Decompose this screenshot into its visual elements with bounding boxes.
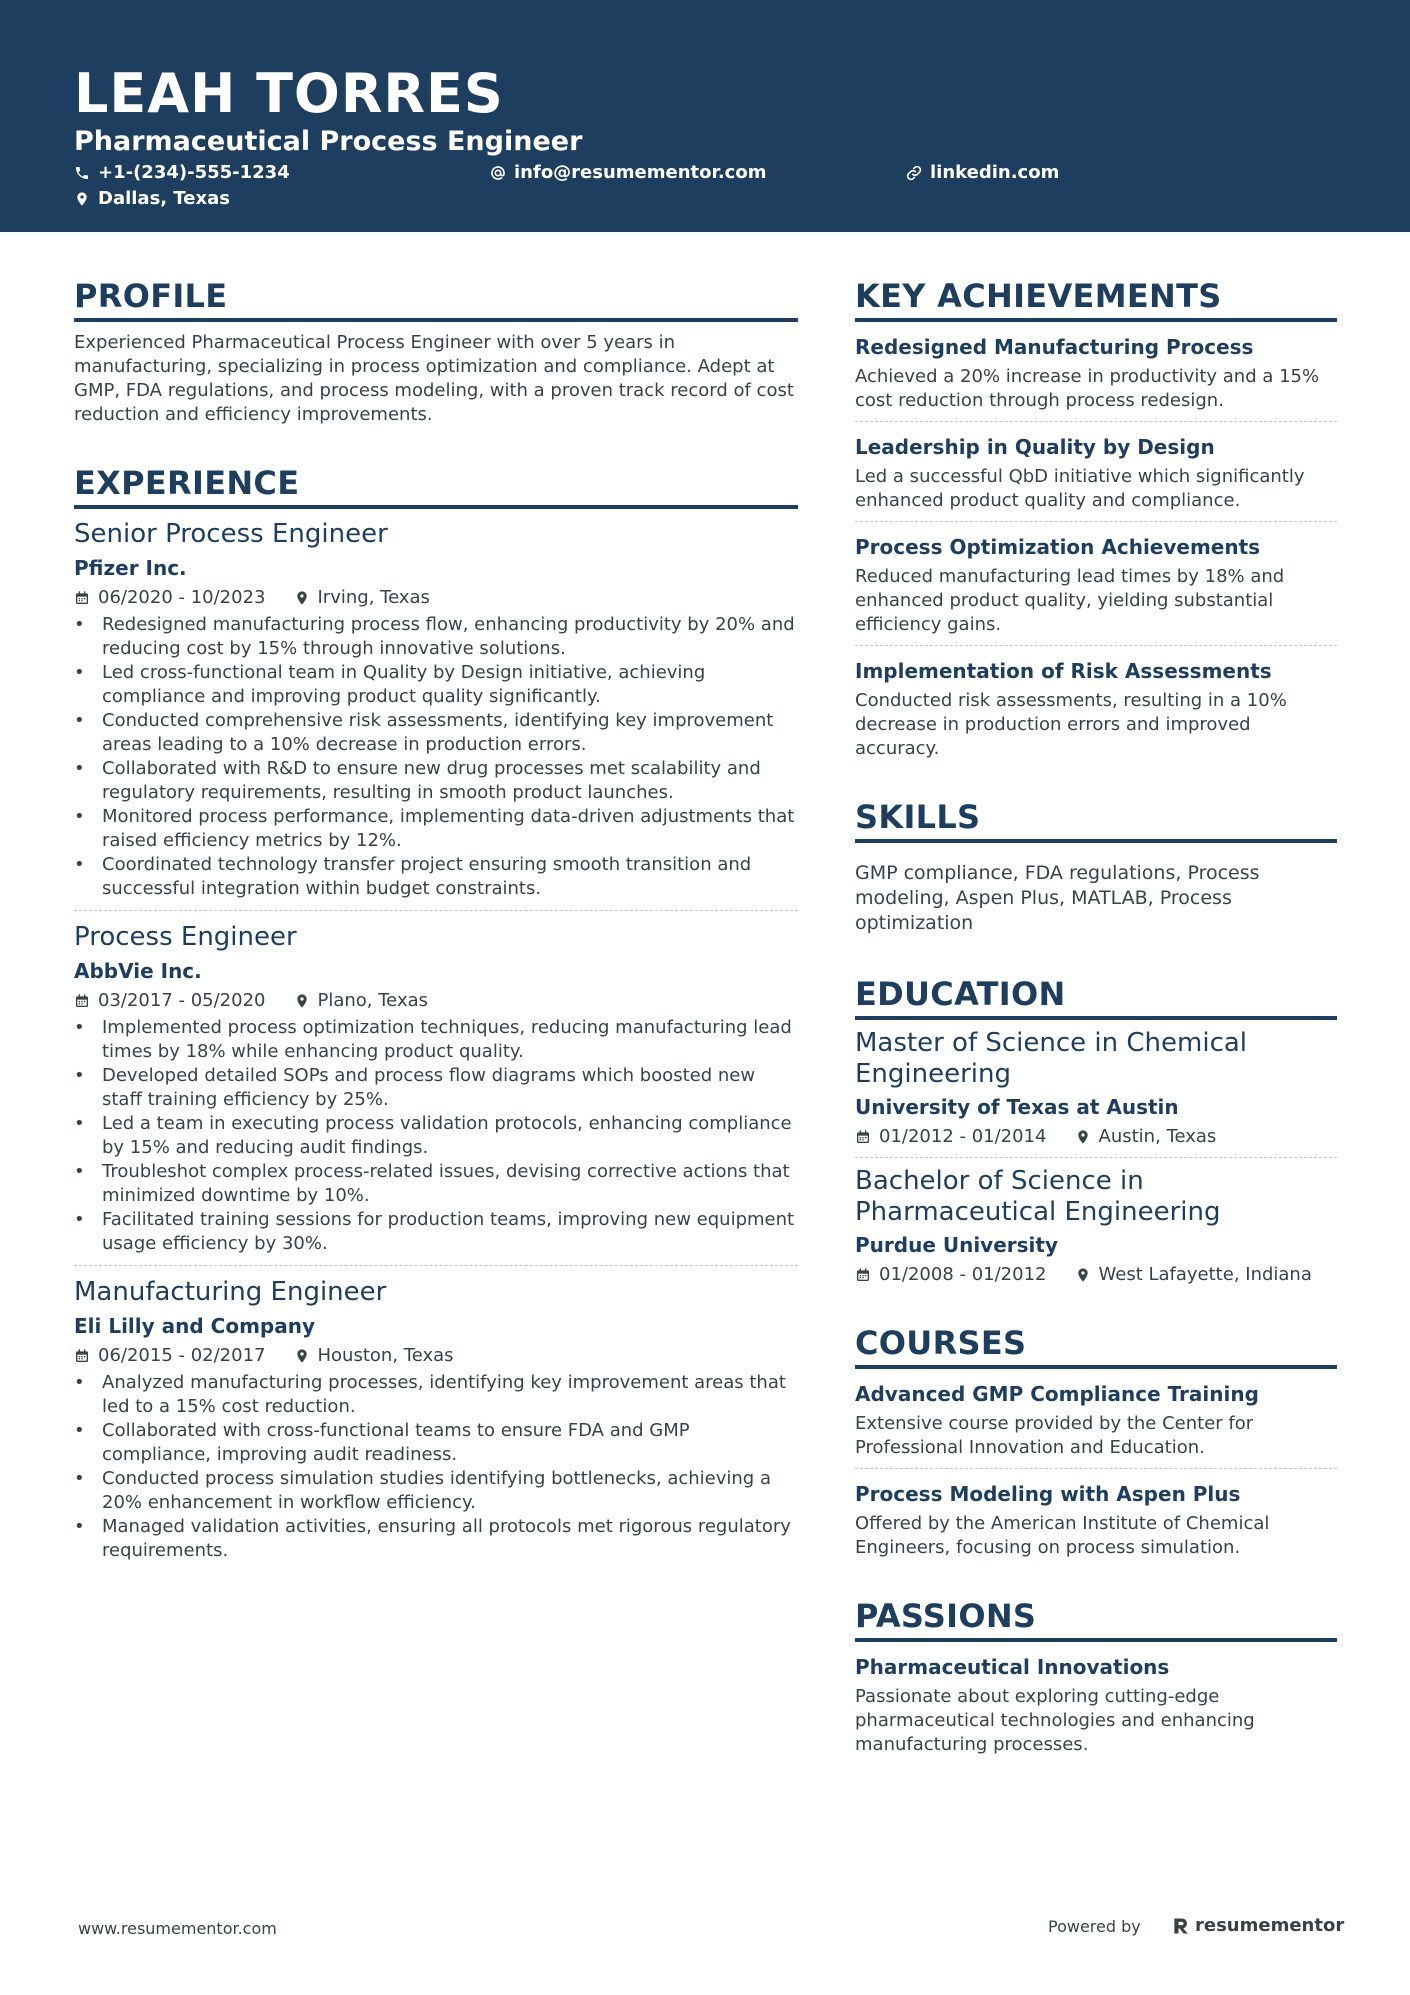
achievement-title: Leadership in Quality by Design: [855, 435, 1215, 459]
map-pin-icon: [294, 1348, 310, 1364]
calendar-icon: [74, 590, 90, 606]
achievement-item: [855, 534, 1337, 637]
section-divider: [855, 1468, 1337, 1469]
bullet-item: • Conducted comprehensive risk assessments, identifying key improvement areas leading to a 10% decrease in production errors.: [74, 709, 798, 757]
calendar-icon: [74, 1348, 90, 1364]
experience-item: [74, 1275, 798, 1563]
contact-phone[interactable]: [74, 162, 290, 184]
resumementor-logo-icon: [1171, 1916, 1191, 1936]
courses-heading: COURSES: [855, 1323, 1337, 1369]
course-title: Advanced GMP Compliance Training: [855, 1382, 1259, 1406]
phone-icon: [74, 165, 90, 181]
location-text: Dallas, Texas: [98, 188, 230, 209]
skills-heading: SKILLS: [855, 797, 1337, 843]
footer-website-link[interactable]: www.resumementor.com: [78, 1919, 277, 1938]
map-pin-icon: [294, 590, 310, 606]
education-meta: [855, 1125, 1337, 1149]
education-meta: [855, 1263, 1337, 1287]
brand-name: resumementor: [1195, 1915, 1345, 1936]
job-meta: [74, 1344, 798, 1368]
footer-brand-logo[interactable]: [1171, 1914, 1344, 1938]
bullet-item: • Led cross-functional team in Quality by Design initiative, achieving compliance and improving product quality significantly.: [74, 661, 798, 709]
contact-email[interactable]: [490, 162, 766, 184]
job-bullets: [74, 613, 798, 901]
education-dates: 01/2008 - 01/2012: [879, 1264, 1047, 1285]
job-title: Senior Process Engineer: [74, 519, 388, 549]
bullet-item: • Managed validation activities, ensuring all protocols met rigorous regulatory requirements.: [74, 1515, 798, 1563]
profile-text: Experienced Pharmaceutical Process Engineer with over 5 years in manufacturing, specializing in process optimization and compliance. Adept at GMP, FDA regulations, and process modeling, with a proven track record of cost reduction and efficiency improvements.: [74, 332, 794, 425]
job-bullets: [74, 1371, 798, 1563]
left-column: [74, 276, 798, 1563]
school-name: University of Texas at Austin: [855, 1095, 1179, 1119]
phone-text: +1-(234)-555-1234: [98, 162, 290, 183]
job-meta: [74, 586, 798, 610]
passions-heading: PASSIONS: [855, 1596, 1337, 1642]
bullet-item: • Redesigned manufacturing process flow, enhancing productivity by 20% and reducing cost by 15% through innovative solutions.: [74, 613, 798, 661]
skills-text: GMP compliance, FDA regulations, Process modeling, Aspen Plus, MATLAB, Process optimization: [855, 862, 1260, 934]
passion-title: Pharmaceutical Innovations: [855, 1655, 1170, 1679]
section-divider: [855, 521, 1337, 522]
section-divider: [74, 1265, 798, 1266]
degree-title: Master of Science in Chemical Engineering: [855, 1028, 1248, 1089]
candidate-name: LEAH TORRES: [74, 62, 504, 125]
achievements-heading: KEY ACHIEVEMENTS: [855, 276, 1337, 322]
education-dates: 01/2012 - 01/2014: [879, 1126, 1047, 1147]
job-location: Houston, Texas: [317, 1345, 454, 1366]
resume-header: [0, 0, 1410, 232]
bullet-item: • Collaborated with R&D to ensure new drug processes met scalability and regulatory requirements, resulting in smooth product launches.: [74, 757, 798, 805]
course-item: [855, 1381, 1337, 1460]
bullet-item: • Analyzed manufacturing processes, identifying key improvement areas that led to a 15% cost reduction.: [74, 1371, 798, 1419]
achievement-desc: Conducted risk assessments, resulting in a 10% decrease in production errors and improved accuracy.: [855, 690, 1287, 759]
job-dates: 06/2020 - 10/2023: [98, 587, 266, 608]
map-pin-icon: [1075, 1267, 1091, 1283]
achievement-title: Implementation of Risk Assessments: [855, 659, 1272, 683]
achievement-item: [855, 434, 1337, 513]
passion-desc: Passionate about exploring cutting-edge pharmaceutical technologies and enhancing manufacturing processes.: [855, 1686, 1255, 1755]
bullet-item: • Collaborated with cross-functional teams to ensure FDA and GMP compliance, improving audit readiness.: [74, 1419, 798, 1467]
bullet-item: • Facilitated training sessions for production teams, improving new equipment usage efficiency by 30%.: [74, 1208, 798, 1256]
map-pin-icon: [294, 993, 310, 1009]
link-icon: [906, 165, 922, 181]
job-dates: 06/2015 - 02/2017: [98, 1345, 266, 1366]
section-divider: [74, 910, 798, 911]
achievement-item: [855, 334, 1337, 413]
right-column: [855, 276, 1337, 1757]
passion-item: [855, 1654, 1337, 1757]
experience-heading: EXPERIENCE: [74, 463, 798, 509]
bullet-item: • Conducted process simulation studies identifying bottlenecks, achieving a 20% enhancement in workflow efficiency.: [74, 1467, 798, 1515]
course-item: [855, 1481, 1337, 1560]
calendar-icon: [855, 1267, 871, 1283]
achievement-desc: Reduced manufacturing lead times by 18% and enhanced product quality, yielding substantial efficiency gains.: [855, 566, 1285, 635]
map-pin-icon: [74, 191, 90, 207]
education-location: Austin, Texas: [1098, 1126, 1217, 1147]
company-name: Pfizer Inc.: [74, 556, 187, 580]
company-name: Eli Lilly and Company: [74, 1314, 316, 1338]
section-divider: [855, 1157, 1337, 1158]
footer-powered-by: Powered by: [1048, 1917, 1141, 1936]
map-pin-icon: [1075, 1129, 1091, 1145]
job-location: Plano, Texas: [317, 990, 429, 1011]
school-name: Purdue University: [855, 1233, 1058, 1257]
bullet-item: • Implemented process optimization techniques, reducing manufacturing lead times by 18% while enhancing product quality.: [74, 1016, 798, 1064]
degree-title: Bachelor of Science in Pharmaceutical Engineering: [855, 1166, 1221, 1227]
job-meta: [74, 989, 798, 1013]
section-divider: [855, 645, 1337, 646]
course-desc: Offered by the American Institute of Chemical Engineers, focusing on process simulation.: [855, 1513, 1270, 1558]
calendar-icon: [74, 993, 90, 1009]
at-icon: [490, 165, 506, 181]
education-item: [855, 1166, 1337, 1287]
course-title: Process Modeling with Aspen Plus: [855, 1482, 1241, 1506]
achievement-desc: Achieved a 20% increase in productivity and a 15% cost reduction through process redesign.: [855, 366, 1320, 411]
bullet-item: • Monitored process performance, implementing data-driven adjustments that raised efficiency metrics by 12%.: [74, 805, 798, 853]
email-text: info@resumementor.com: [514, 162, 767, 183]
company-name: AbbVie Inc.: [74, 959, 202, 983]
job-title: Process Engineer: [74, 922, 297, 952]
bullet-item: • Troubleshot complex process-related issues, devising corrective actions that minimized downtime by 10%.: [74, 1160, 798, 1208]
section-divider: [855, 421, 1337, 422]
job-title: Manufacturing Engineer: [74, 1277, 387, 1307]
experience-item: [74, 517, 798, 901]
job-bullets: [74, 1016, 798, 1256]
linkedin-text: linkedin.com: [930, 162, 1060, 183]
profile-heading: PROFILE: [74, 276, 798, 322]
experience-item: [74, 920, 798, 1256]
contact-linkedin[interactable]: [906, 162, 1059, 184]
candidate-title: Pharmaceutical Process Engineer: [74, 126, 583, 157]
job-dates: 03/2017 - 05/2020: [98, 990, 266, 1011]
education-heading: EDUCATION: [855, 974, 1337, 1020]
education-location: West Lafayette, Indiana: [1098, 1264, 1312, 1285]
job-location: Irving, Texas: [317, 587, 430, 608]
achievement-item: [855, 658, 1337, 761]
achievement-title: Redesigned Manufacturing Process: [855, 335, 1254, 359]
achievement-title: Process Optimization Achievements: [855, 535, 1261, 559]
education-item: [855, 1028, 1337, 1149]
course-desc: Extensive course provided by the Center for Professional Innovation and Education.: [855, 1413, 1254, 1458]
contact-location: [74, 188, 230, 210]
achievement-desc: Led a successful QbD initiative which significantly enhanced product quality and compliance.: [855, 466, 1305, 511]
bullet-item: • Led a team in executing process validation protocols, enhancing compliance by 15% and reducing audit findings.: [74, 1112, 798, 1160]
bullet-item: • Developed detailed SOPs and process flow diagrams which boosted new staff training efficiency by 25%.: [74, 1064, 798, 1112]
bullet-item: • Coordinated technology transfer project ensuring smooth transition and successful integration within budget constraints.: [74, 853, 798, 901]
calendar-icon: [855, 1129, 871, 1145]
